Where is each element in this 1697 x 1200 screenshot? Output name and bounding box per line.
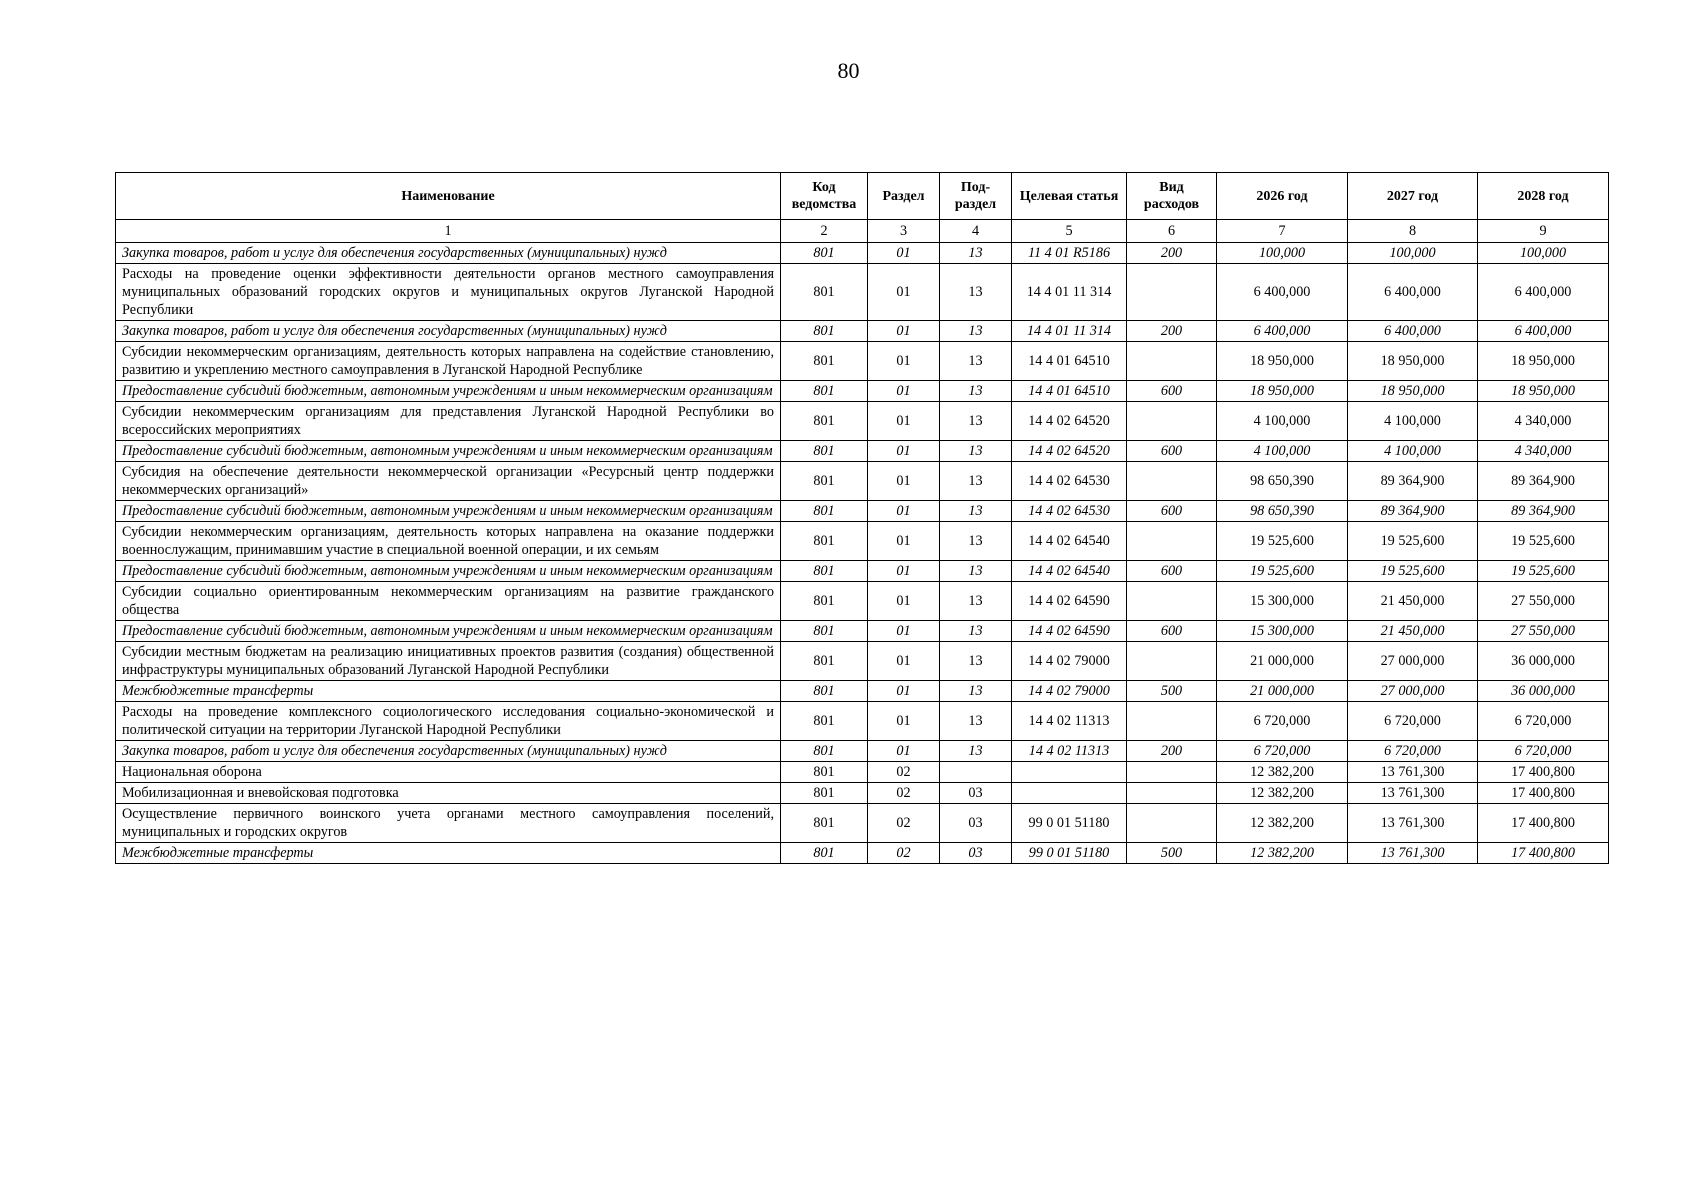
row-2028: 18 950,000 (1478, 381, 1609, 402)
row-2028: 18 950,000 (1478, 342, 1609, 381)
row-name: Субсидии некоммерческим организациям, деятельность которых направлена на оказание поддержки военнослужащим, принимавшим участие в специальной военной операции, и их семьям (116, 522, 781, 561)
row-target: 99 0 01 51180 (1012, 843, 1127, 864)
row-subsection: 13 (940, 321, 1012, 342)
row-2026: 6 400,000 (1217, 264, 1348, 321)
row-2026: 19 525,600 (1217, 522, 1348, 561)
row-subsection: 13 (940, 441, 1012, 462)
row-2028: 4 340,000 (1478, 441, 1609, 462)
row-code: 801 (781, 582, 868, 621)
row-subsection: 13 (940, 642, 1012, 681)
column-number: 3 (868, 220, 940, 243)
table-row (116, 342, 1609, 381)
row-type: 200 (1127, 321, 1217, 342)
row-subsection: 13 (940, 582, 1012, 621)
row-code: 801 (781, 243, 868, 264)
row-target (1012, 762, 1127, 783)
row-subsection: 13 (940, 264, 1012, 321)
row-code: 801 (781, 381, 868, 402)
header-name: Наименование (116, 173, 781, 220)
row-2028: 89 364,900 (1478, 462, 1609, 501)
header-section: Раздел (868, 173, 940, 220)
row-section: 01 (868, 321, 940, 342)
row-target: 14 4 02 64530 (1012, 462, 1127, 501)
row-2027: 89 364,900 (1348, 501, 1478, 522)
row-2027: 13 761,300 (1348, 762, 1478, 783)
row-2028: 6 720,000 (1478, 702, 1609, 741)
row-target: 14 4 01 64510 (1012, 381, 1127, 402)
row-2027: 13 761,300 (1348, 843, 1478, 864)
row-2026: 15 300,000 (1217, 582, 1348, 621)
row-name: Расходы на проведение оценки эффективности деятельности органов местного самоуправления муниципальных образований городских округов и муниципальных округов Луганской Народной Республики (116, 264, 781, 321)
row-name: Субсидии некоммерческим организациям, деятельность которых направлена на содействие становлению, развитию и укреплению местного самоуправления в Луганской Народной Республике (116, 342, 781, 381)
table-row (116, 264, 1609, 321)
column-number: 8 (1348, 220, 1478, 243)
row-code: 801 (781, 702, 868, 741)
row-2027: 18 950,000 (1348, 342, 1478, 381)
table-body (116, 243, 1609, 864)
row-2027: 27 000,000 (1348, 681, 1478, 702)
row-code: 801 (781, 321, 868, 342)
row-subsection: 13 (940, 342, 1012, 381)
row-name: Предоставление субсидий бюджетным, автономным учреждениям и иным некоммерческим организациям (116, 441, 781, 462)
row-type: 600 (1127, 501, 1217, 522)
row-code: 801 (781, 441, 868, 462)
table-row (116, 582, 1609, 621)
table-row (116, 522, 1609, 561)
row-section: 01 (868, 381, 940, 402)
table-row (116, 402, 1609, 441)
row-type (1127, 642, 1217, 681)
row-subsection: 13 (940, 462, 1012, 501)
row-section: 01 (868, 642, 940, 681)
row-section: 02 (868, 762, 940, 783)
row-subsection: 13 (940, 402, 1012, 441)
row-2026: 12 382,200 (1217, 783, 1348, 804)
row-2027: 6 720,000 (1348, 702, 1478, 741)
row-2028: 6 400,000 (1478, 321, 1609, 342)
table-row (116, 681, 1609, 702)
table-row (116, 321, 1609, 342)
row-section: 02 (868, 804, 940, 843)
table-row (116, 804, 1609, 843)
row-2027: 6 400,000 (1348, 321, 1478, 342)
row-target: 14 4 02 79000 (1012, 642, 1127, 681)
header-target: Целевая статья (1012, 173, 1127, 220)
row-type: 500 (1127, 843, 1217, 864)
row-2027: 21 450,000 (1348, 582, 1478, 621)
row-2026: 6 720,000 (1217, 702, 1348, 741)
row-subsection: 13 (940, 381, 1012, 402)
row-type (1127, 462, 1217, 501)
header-subsection: Под-раздел (940, 173, 1012, 220)
row-name: Субсидии некоммерческим организациям для представления Луганской Народной Республики во всероссийских мероприятиях (116, 402, 781, 441)
row-target: 14 4 02 64540 (1012, 522, 1127, 561)
row-target: 14 4 02 79000 (1012, 681, 1127, 702)
row-subsection: 13 (940, 702, 1012, 741)
row-name: Закупка товаров, работ и услуг для обеспечения государственных (муниципальных) нужд (116, 741, 781, 762)
row-2028: 6 400,000 (1478, 264, 1609, 321)
row-type (1127, 762, 1217, 783)
table-row (116, 441, 1609, 462)
row-2027: 89 364,900 (1348, 462, 1478, 501)
row-2028: 36 000,000 (1478, 681, 1609, 702)
row-name: Национальная оборона (116, 762, 781, 783)
row-code: 801 (781, 843, 868, 864)
row-2026: 100,000 (1217, 243, 1348, 264)
row-code: 801 (781, 762, 868, 783)
table-row (116, 621, 1609, 642)
row-2026: 19 525,600 (1217, 561, 1348, 582)
row-code: 801 (781, 501, 868, 522)
row-section: 01 (868, 501, 940, 522)
row-name: Закупка товаров, работ и услуг для обеспечения государственных (муниципальных) нужд (116, 243, 781, 264)
row-2026: 15 300,000 (1217, 621, 1348, 642)
row-section: 01 (868, 441, 940, 462)
row-code: 801 (781, 642, 868, 681)
row-type: 600 (1127, 561, 1217, 582)
row-target: 11 4 01 R5186 (1012, 243, 1127, 264)
row-2028: 19 525,600 (1478, 561, 1609, 582)
row-type (1127, 783, 1217, 804)
row-2027: 19 525,600 (1348, 561, 1478, 582)
row-section: 02 (868, 843, 940, 864)
table-row (116, 561, 1609, 582)
row-subsection: 13 (940, 522, 1012, 561)
row-2027: 19 525,600 (1348, 522, 1478, 561)
row-code: 801 (781, 681, 868, 702)
row-2028: 17 400,800 (1478, 804, 1609, 843)
row-section: 01 (868, 681, 940, 702)
row-name: Межбюджетные трансферты (116, 843, 781, 864)
column-number: 5 (1012, 220, 1127, 243)
row-type: 200 (1127, 243, 1217, 264)
row-section: 01 (868, 342, 940, 381)
row-type: 500 (1127, 681, 1217, 702)
column-number-row (116, 220, 1609, 243)
row-section: 01 (868, 561, 940, 582)
row-name: Субсидии социально ориентированным некоммерческим организациям на развитие гражданского общества (116, 582, 781, 621)
table-row (116, 381, 1609, 402)
row-section: 01 (868, 243, 940, 264)
row-2028: 89 364,900 (1478, 501, 1609, 522)
row-code: 801 (781, 522, 868, 561)
row-2026: 12 382,200 (1217, 804, 1348, 843)
column-number: 1 (116, 220, 781, 243)
header-2026: 2026 год (1217, 173, 1348, 220)
row-2027: 6 400,000 (1348, 264, 1478, 321)
header-row (116, 173, 1609, 220)
row-target: 14 4 02 11313 (1012, 741, 1127, 762)
header-2027: 2027 год (1348, 173, 1478, 220)
row-name: Предоставление субсидий бюджетным, автономным учреждениям и иным некоммерческим организациям (116, 561, 781, 582)
row-subsection: 03 (940, 804, 1012, 843)
row-subsection (940, 762, 1012, 783)
row-2026: 6 400,000 (1217, 321, 1348, 342)
row-subsection: 03 (940, 843, 1012, 864)
row-name: Субсидия на обеспечение деятельности некоммерческой организации «Ресурсный центр поддержки некоммерческих организаций» (116, 462, 781, 501)
column-number: 4 (940, 220, 1012, 243)
row-2028: 6 720,000 (1478, 741, 1609, 762)
row-target: 99 0 01 51180 (1012, 804, 1127, 843)
row-name: Межбюджетные трансферты (116, 681, 781, 702)
column-number: 7 (1217, 220, 1348, 243)
table-row (116, 243, 1609, 264)
row-2026: 12 382,200 (1217, 843, 1348, 864)
row-2026: 4 100,000 (1217, 402, 1348, 441)
page-number: 80 (837, 58, 860, 83)
row-2027: 6 720,000 (1348, 741, 1478, 762)
row-name: Закупка товаров, работ и услуг для обеспечения государственных (муниципальных) нужд (116, 321, 781, 342)
row-2027: 13 761,300 (1348, 804, 1478, 843)
row-target: 14 4 01 11 314 (1012, 264, 1127, 321)
row-code: 801 (781, 342, 868, 381)
row-type (1127, 264, 1217, 321)
row-2026: 12 382,200 (1217, 762, 1348, 783)
table-row (116, 462, 1609, 501)
row-target: 14 4 02 64520 (1012, 441, 1127, 462)
table-row (116, 702, 1609, 741)
row-target: 14 4 02 64530 (1012, 501, 1127, 522)
row-2026: 98 650,390 (1217, 501, 1348, 522)
row-section: 01 (868, 462, 940, 501)
row-2028: 17 400,800 (1478, 762, 1609, 783)
row-2027: 27 000,000 (1348, 642, 1478, 681)
row-name: Предоставление субсидий бюджетным, автономным учреждениям и иным некоммерческим организациям (116, 501, 781, 522)
table-row (116, 741, 1609, 762)
row-name: Мобилизационная и вневойсковая подготовка (116, 783, 781, 804)
row-type (1127, 342, 1217, 381)
row-2027: 4 100,000 (1348, 441, 1478, 462)
row-2026: 18 950,000 (1217, 342, 1348, 381)
row-2028: 27 550,000 (1478, 582, 1609, 621)
budget-table (115, 172, 1609, 864)
row-subsection: 03 (940, 783, 1012, 804)
row-target: 14 4 02 11313 (1012, 702, 1127, 741)
row-subsection: 13 (940, 681, 1012, 702)
row-type: 200 (1127, 741, 1217, 762)
row-2028: 19 525,600 (1478, 522, 1609, 561)
table-row (116, 783, 1609, 804)
row-type: 600 (1127, 621, 1217, 642)
table-row (116, 501, 1609, 522)
row-type: 600 (1127, 441, 1217, 462)
header-2028: 2028 год (1478, 173, 1609, 220)
row-section: 01 (868, 741, 940, 762)
row-code: 801 (781, 621, 868, 642)
row-target: 14 4 02 64540 (1012, 561, 1127, 582)
row-2026: 6 720,000 (1217, 741, 1348, 762)
row-code: 801 (781, 264, 868, 321)
row-2028: 27 550,000 (1478, 621, 1609, 642)
table-row (116, 843, 1609, 864)
row-code: 801 (781, 804, 868, 843)
row-target: 14 4 01 64510 (1012, 342, 1127, 381)
table-row (116, 762, 1609, 783)
row-section: 01 (868, 582, 940, 621)
row-target: 14 4 02 64590 (1012, 582, 1127, 621)
row-name: Предоставление субсидий бюджетным, автономным учреждениям и иным некоммерческим организациям (116, 381, 781, 402)
row-section: 02 (868, 783, 940, 804)
row-2028: 4 340,000 (1478, 402, 1609, 441)
row-type (1127, 522, 1217, 561)
row-2026: 4 100,000 (1217, 441, 1348, 462)
column-number: 9 (1478, 220, 1609, 243)
row-2027: 21 450,000 (1348, 621, 1478, 642)
row-2026: 21 000,000 (1217, 681, 1348, 702)
row-code: 801 (781, 741, 868, 762)
row-subsection: 13 (940, 621, 1012, 642)
row-name: Предоставление субсидий бюджетным, автономным учреждениям и иным некоммерческим организациям (116, 621, 781, 642)
row-code: 801 (781, 462, 868, 501)
row-name: Субсидии местным бюджетам на реализацию инициативных проектов развития (создания) общественной инфраструктуры муниципальных образований Луганской Народной Республики (116, 642, 781, 681)
row-type (1127, 402, 1217, 441)
row-subsection: 13 (940, 501, 1012, 522)
row-2028: 17 400,800 (1478, 783, 1609, 804)
row-subsection: 13 (940, 561, 1012, 582)
column-number: 6 (1127, 220, 1217, 243)
header-code: Код ведомства (781, 173, 868, 220)
column-number: 2 (781, 220, 868, 243)
row-target: 14 4 01 11 314 (1012, 321, 1127, 342)
row-subsection: 13 (940, 741, 1012, 762)
row-section: 01 (868, 264, 940, 321)
row-2027: 100,000 (1348, 243, 1478, 264)
row-2026: 18 950,000 (1217, 381, 1348, 402)
row-type (1127, 804, 1217, 843)
header-type: Вид расходов (1127, 173, 1217, 220)
row-type: 600 (1127, 381, 1217, 402)
row-target: 14 4 02 64520 (1012, 402, 1127, 441)
row-2028: 36 000,000 (1478, 642, 1609, 681)
row-2027: 18 950,000 (1348, 381, 1478, 402)
row-2026: 98 650,390 (1217, 462, 1348, 501)
row-code: 801 (781, 402, 868, 441)
row-code: 801 (781, 561, 868, 582)
row-target: 14 4 02 64590 (1012, 621, 1127, 642)
row-2027: 4 100,000 (1348, 402, 1478, 441)
row-2027: 13 761,300 (1348, 783, 1478, 804)
row-2028: 100,000 (1478, 243, 1609, 264)
row-2028: 17 400,800 (1478, 843, 1609, 864)
row-name: Осуществление первичного воинского учета органами местного самоуправления поселений, муниципальных и городских округов (116, 804, 781, 843)
row-2026: 21 000,000 (1217, 642, 1348, 681)
row-subsection: 13 (940, 243, 1012, 264)
row-code: 801 (781, 783, 868, 804)
row-section: 01 (868, 702, 940, 741)
row-section: 01 (868, 621, 940, 642)
row-type (1127, 702, 1217, 741)
row-target (1012, 783, 1127, 804)
row-section: 01 (868, 522, 940, 561)
row-type (1127, 582, 1217, 621)
row-section: 01 (868, 402, 940, 441)
table-row (116, 642, 1609, 681)
row-name: Расходы на проведение комплексного социологического исследования социально-экономической и политической ситуации на территории Луганской Народной Республики (116, 702, 781, 741)
